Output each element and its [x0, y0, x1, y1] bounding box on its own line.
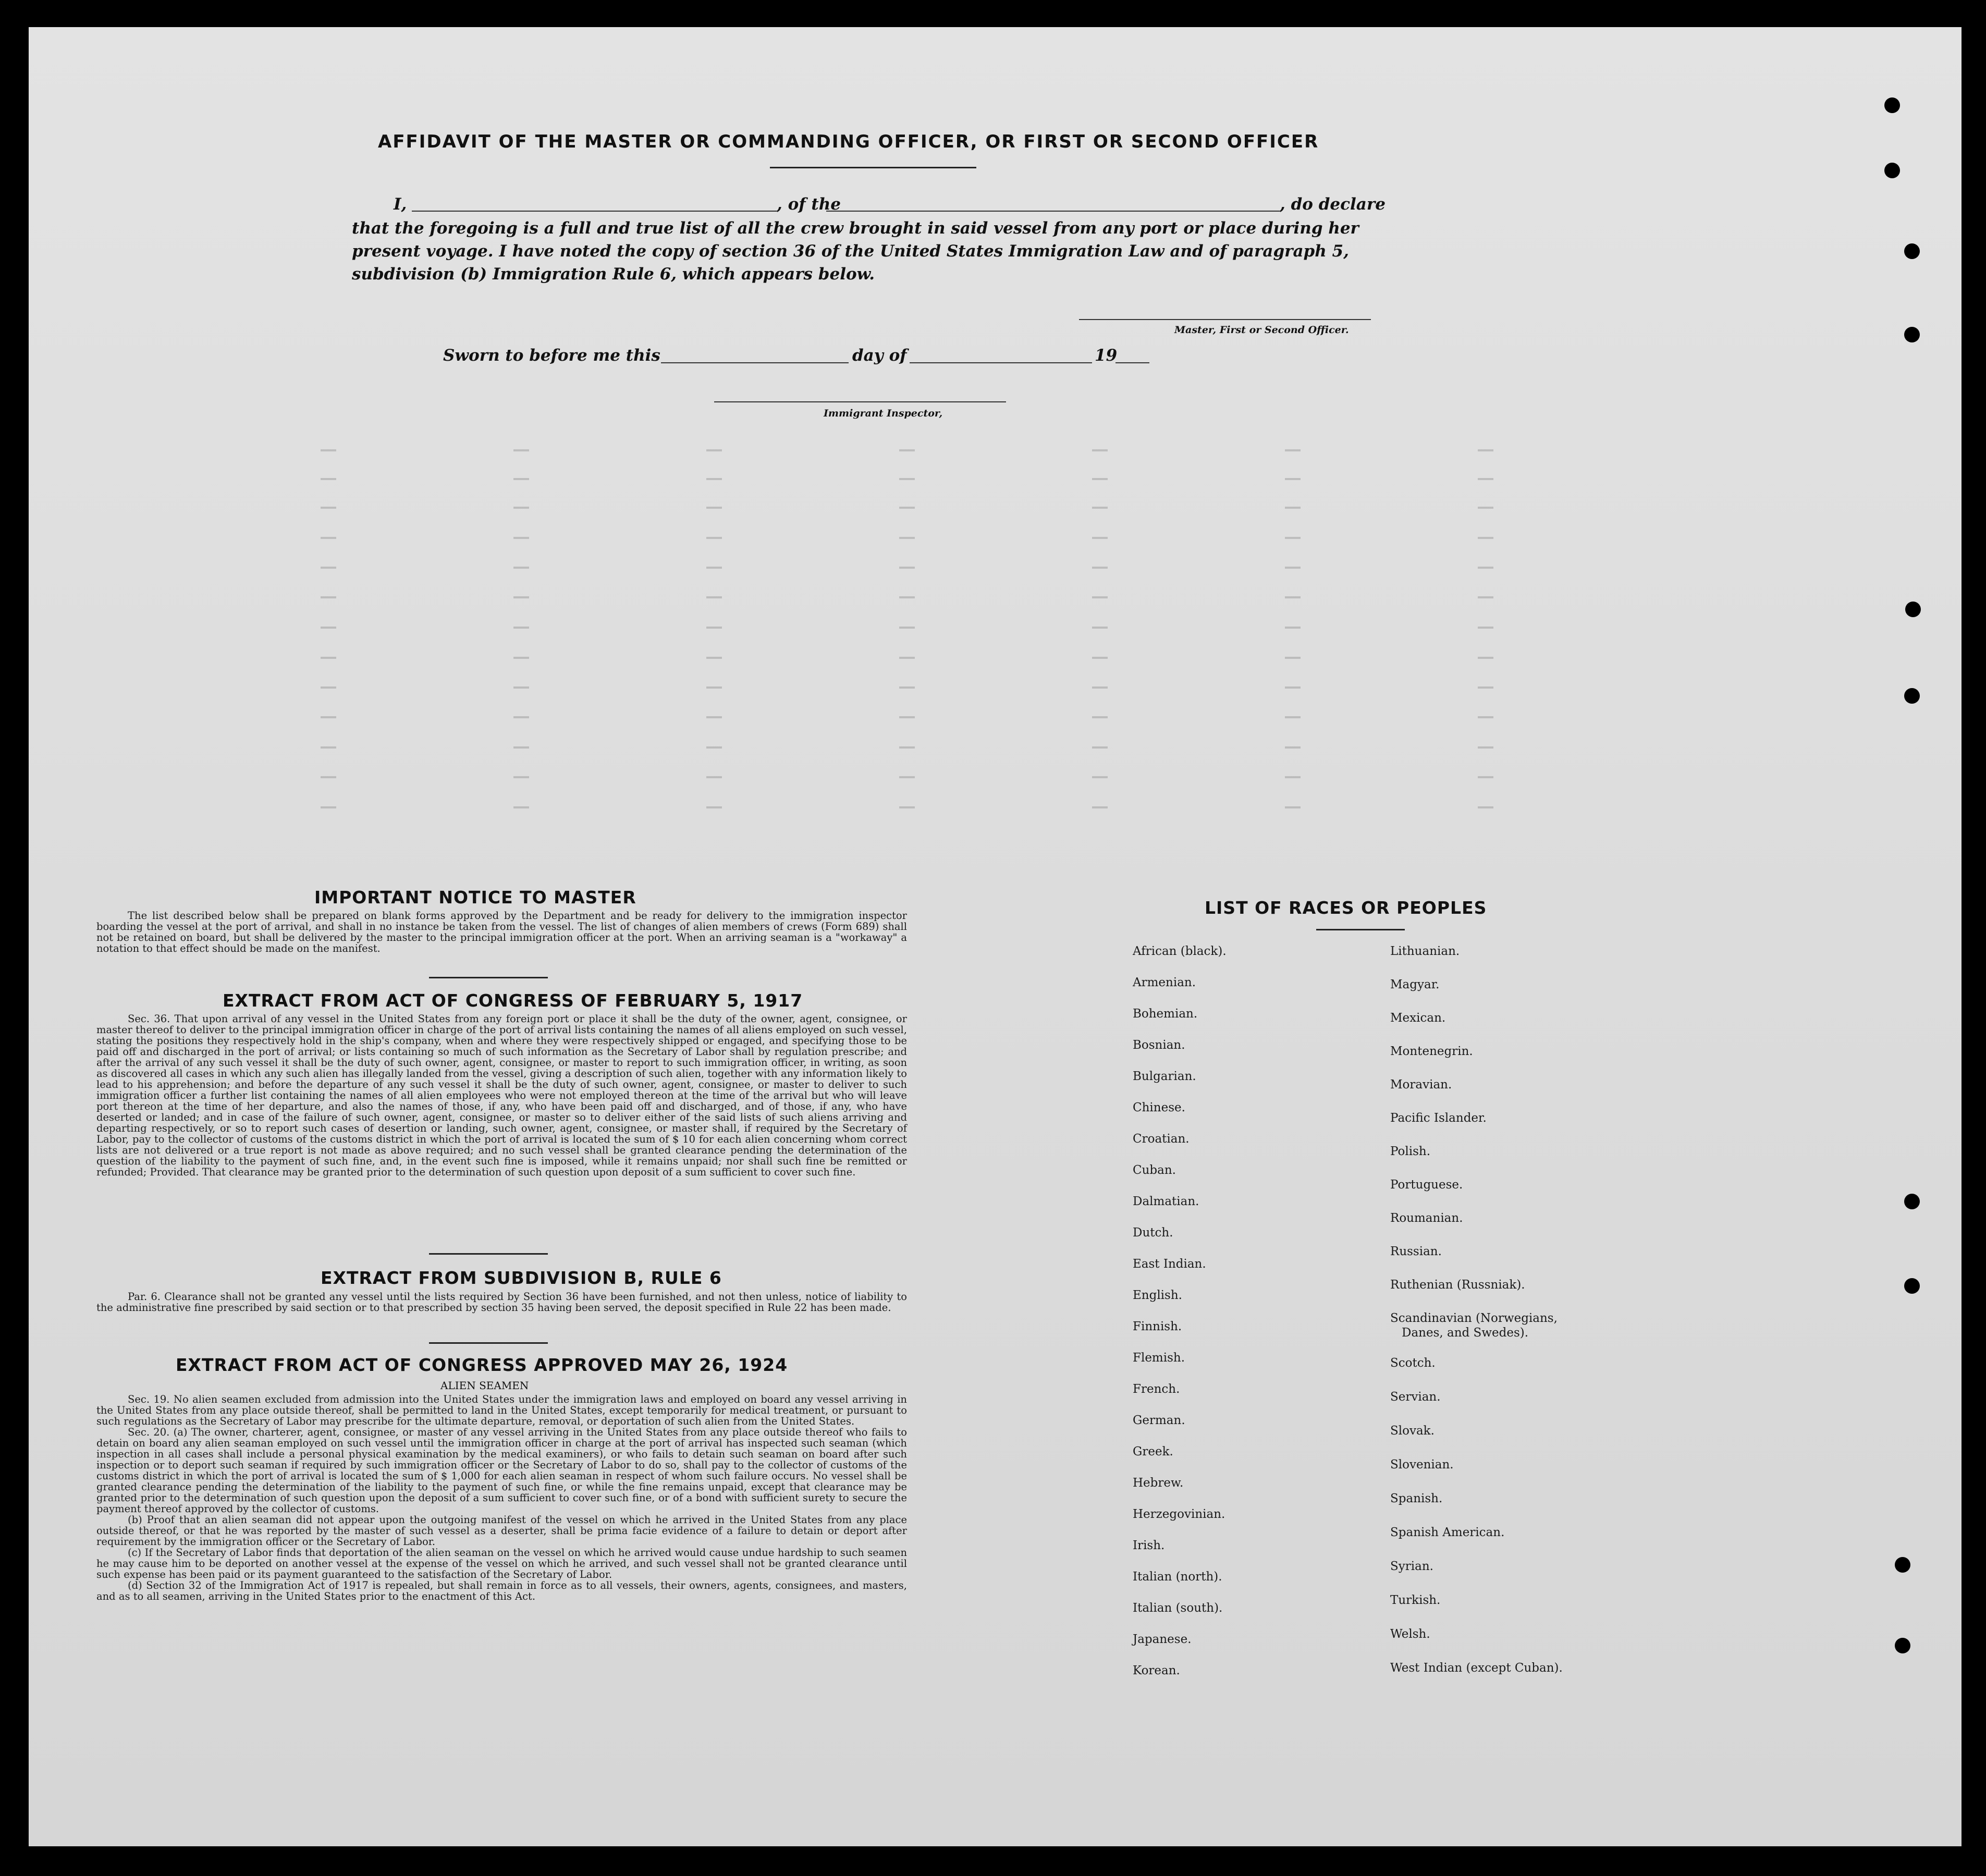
race-item: Russian. — [1390, 1245, 1442, 1258]
punch-hole — [1904, 1194, 1920, 1209]
extract-1924-body — [96, 1394, 907, 1602]
master-name-field[interactable] — [412, 211, 777, 212]
section-20d-paragraph: (d) Section 32 of the Immigration Act of 1917 is repealed, but shall remain in force as to all vessels, their owners, agents, consignees, and masters, and as to all seamen, arriving in the United States prior to the enactment of this Act. — [96, 1579, 907, 1602]
race-item: East Indian. — [1133, 1257, 1206, 1271]
race-item: Armenian. — [1133, 976, 1196, 989]
section-20c-paragraph: (c) If the Secretary of Labor finds that deportation of the alien seaman on the vessel on which he arrived would cause undue hardship to such seamen he may cause him to be deported on another vessel at the expense of the vessel on which he arrived, and such vessel shall not be granted clearance until such expense has been paid or its payment guaranteed to the satisfaction of the Secretary of Labor. — [96, 1547, 907, 1580]
extract-1917-body — [96, 1013, 907, 1178]
of-the-label: , of the — [777, 195, 841, 214]
race-item: Spanish. — [1390, 1492, 1443, 1505]
sworn-year-field[interactable] — [1115, 362, 1149, 363]
sworn-date-field[interactable] — [661, 362, 849, 363]
punch-hole — [1904, 1278, 1920, 1294]
master-signature-caption: Master, First or Second Officer. — [1174, 324, 1349, 336]
punch-hole — [1904, 327, 1920, 342]
inspector-signature-field[interactable] — [714, 401, 1006, 402]
race-item: Servian. — [1390, 1390, 1441, 1404]
sworn-month-field[interactable] — [910, 362, 1092, 363]
notice-rule — [429, 977, 548, 978]
section-19-paragraph: Sec. 19. No alien seamen excluded from admission into the United States under the immigration laws and employed on board any vessel arriving in the United States from any place outside thereof, shall be permitted to land in the United States, except temporarily for medical treatment, or pursuant to such regulations as the Secretary of Labor may prescribe for the ultimate departure, removal, or deportation of such alien from the United States. — [96, 1393, 907, 1427]
race-item: Moravian. — [1390, 1078, 1452, 1092]
punch-hole — [1884, 163, 1900, 178]
alien-seamen-subtitle: ALIEN SEAMEN — [440, 1379, 529, 1392]
affidavit-line-4: subdivision (b) Immigration Rule 6, which appears below. — [352, 265, 875, 284]
race-item: Welsh. — [1390, 1627, 1430, 1641]
race-item: Mexican. — [1390, 1011, 1446, 1025]
punch-hole — [1904, 243, 1920, 259]
race-item: English. — [1133, 1289, 1182, 1302]
do-declare-label: , do declare — [1280, 195, 1386, 214]
race-item: Greek. — [1133, 1445, 1173, 1458]
race-item: Cuban. — [1133, 1163, 1176, 1177]
races-title-rule — [1316, 929, 1405, 930]
extract-1917-title: EXTRACT FROM ACT OF CONGRESS OF FEBRUARY 5, 1917 — [223, 990, 803, 1011]
race-item: Portuguese. — [1390, 1178, 1463, 1192]
race-item: Italian (north). — [1133, 1570, 1222, 1584]
notice-title: IMPORTANT NOTICE TO MASTER — [314, 887, 636, 908]
rule6-rule — [429, 1342, 548, 1344]
day-of-label: day of — [852, 346, 907, 365]
race-item: West Indian (except Cuban). — [1390, 1661, 1563, 1675]
notice-body — [96, 910, 907, 954]
race-item: Dutch. — [1133, 1226, 1173, 1240]
race-item: Danes, and Swedes). — [1402, 1326, 1529, 1340]
punch-hole — [1895, 1638, 1910, 1653]
section-20b-paragraph: (b) Proof that an alien seaman did not appear upon the outgoing manifest of the vessel on which he arrived in the United States from any place outside thereof, or that he was reported by the master of such vessel as a deserter, shall be prima facie evidence of a failure to detain or deport after requirement by the immigration officer or the Secretary of Labor. — [96, 1514, 907, 1548]
race-item: Bulgarian. — [1133, 1070, 1196, 1083]
punch-hole — [1904, 688, 1920, 704]
declare-i-label: I, — [394, 195, 407, 214]
year-prefix: 19 — [1095, 346, 1118, 365]
race-item: Bohemian. — [1133, 1007, 1198, 1021]
race-item: Flemish. — [1133, 1351, 1185, 1365]
race-item: French. — [1133, 1382, 1180, 1396]
race-item: Scotch. — [1390, 1356, 1436, 1370]
race-item: Dalmatian. — [1133, 1195, 1199, 1208]
affidavit-line-2: that the foregoing is a full and true list of all the crew brought in said vessel from any port or place during her — [352, 219, 1359, 238]
race-item: Scandinavian (Norwegians, — [1390, 1311, 1558, 1325]
race-item: Magyar. — [1390, 978, 1440, 991]
race-item: Pacific Islander. — [1390, 1111, 1487, 1125]
race-item: Montenegrin. — [1390, 1045, 1473, 1058]
rule6-body — [96, 1291, 907, 1313]
notice-paragraph: The list described below shall be prepared on blank forms approved by the Department and be ready for delivery to the immigration inspector boarding the vessel at the port of arrival, and shall in no instance be taken from the vessel. The list of changes of alien members of crews (Form 689) shall not be retained on board, but shall be delivered by the master to the principal immigration officer at the port. When an arriving seaman is a "workaway" a notation to that effect should be made on the manifest. — [96, 910, 907, 954]
race-item: Slovenian. — [1390, 1458, 1454, 1472]
rule6-title: EXTRACT FROM SUBDIVISION B, RULE 6 — [321, 1268, 722, 1288]
race-item: Finnish. — [1133, 1320, 1182, 1333]
extract-1917-rule — [429, 1253, 548, 1255]
affidavit-line-3: present voyage. I have noted the copy of section 36 of the United States Immigration Law and of paragraph 5, — [352, 242, 1349, 261]
section-36-paragraph: Sec. 36. That upon arrival of any vessel in the United States from any foreign port or place it shall be the duty of the owner, agent, consignee, or master thereof to deliver to the principal immigration officer in charge of the port of arrival lists containing the names of all aliens employed on such vessel, stating the positions they respectively hold in the ship's company, when and where they were respectively shipped or engaged, and specifying those to be paid off and discharged in the port of arrival; or lists containing so much of such information as the Secretary of Labor shall by regulation prescribe; and after the arrival of any such vessel it shall be the duty of such owner, agent, consignee, or master to report to such immigration officer, in writing, as soon as discovered all cases in which any such alien has illegally landed from the vessel, giving a description of such alien, together with any information likely to lead to his apprehension; and before the departure of any such vessel it shall be the duty of such owner, agent, consignee, or master to deliver to such immigration officer a further list containing the names of all alien employees who were not employed thereon at the time of the arrival but who will leave port thereon at the time of her departure, and also the names of those, if any, who have been paid off and discharged, and of those, if any, who have deserted or landed; and in case of the failure of such owner, agent, consignee, or master so to deliver either of the said lists of such aliens arriving and departing respectively, or so to report such cases of desertion or landing, such owner, agent, consignee, or master shall, if required by the Secretary of Labor, pay to the collector of customs of the customs district in which the port of arrival is located the sum of $ 10 for each alien concerning whom correct lists are not delivered or a true report is not made as above required; and no such vessel shall be granted clearance pending the determination of the question of the liability to the payment of such fine, and, in the event such fine is imposed, while it remains unpaid; nor shall such fine be remitted or refunded; Provided. That clearance may be granted prior to the determination of such question upon deposit of a sum sufficient to cover such fine. — [96, 1013, 907, 1178]
race-item: Polish. — [1390, 1145, 1431, 1158]
punch-hole — [1905, 602, 1921, 617]
race-item: German. — [1133, 1414, 1185, 1427]
sworn-label: Sworn to before me this — [443, 346, 660, 365]
affidavit-title-rule — [770, 167, 976, 168]
race-item: Lithuanian. — [1390, 945, 1460, 958]
race-item: Japanese. — [1133, 1633, 1192, 1646]
race-item: Turkish. — [1390, 1593, 1441, 1607]
race-item: Croatian. — [1133, 1132, 1190, 1146]
race-item: Roumanian. — [1390, 1211, 1463, 1225]
rule6-paragraph: Par. 6. Clearance shall not be granted any vessel until the lists required by Section 36 have been furnished, and not then unless, notice of liability to the administrative fine prescribed by said section or to that prescribed by section 35 having been served, the deposit specified in Rule 22 has been made. — [96, 1291, 907, 1314]
race-item: Korean. — [1133, 1664, 1180, 1677]
race-item: African (black). — [1133, 945, 1227, 958]
master-signature-field[interactable] — [1079, 319, 1371, 320]
race-item: Spanish American. — [1390, 1526, 1505, 1539]
vessel-name-field[interactable] — [826, 211, 1280, 212]
race-item: Slovak. — [1390, 1424, 1435, 1438]
race-item: Syrian. — [1390, 1560, 1433, 1573]
race-item: Italian (south). — [1133, 1601, 1223, 1615]
race-item: Hebrew. — [1133, 1476, 1184, 1490]
punch-hole — [1884, 97, 1900, 113]
affidavit-title: AFFIDAVIT OF THE MASTER OR COMMANDING OFFICER, OR FIRST OR SECOND OFFICER — [378, 131, 1319, 152]
races-title: LIST OF RACES OR PEOPLES — [1205, 898, 1487, 918]
document-page — [29, 27, 1962, 1846]
section-20a-paragraph: Sec. 20. (a) The owner, charterer, agent, consignee, or master of any vessel arriving in the United States from any place outside thereof who fails to detain on board any alien seaman employed on such vessel until the immigration officer in charge at the port of arrival has inspected such seaman (which inspection in all cases shall include a personal physical examination by the medical examiners), or who fails to detain such seaman on board after such inspection or to deport such seaman if required by such immigration officer or the Secretary of Labor to do so, shall pay to the collector of customs of the customs district in which the port of arrival is located the sum of $ 1,000 for each alien seaman in respect of whom such failure occurs. No vessel shall be granted clearance pending the determination of the liability to the payment of such fine, or while the fine remains unpaid, except that clearance may be granted prior to the determination of such question upon the deposit of a sum sufficient to cover such fine, or of a bond with sufficient surety to secure the payment thereof approved by the collector of customs. — [96, 1426, 907, 1515]
extract-1924-title: EXTRACT FROM ACT OF CONGRESS APPROVED MAY 26, 1924 — [176, 1355, 788, 1375]
punch-hole — [1895, 1557, 1910, 1573]
inspector-caption: Immigrant Inspector, — [824, 408, 943, 419]
race-item: Irish. — [1133, 1539, 1165, 1552]
race-item: Chinese. — [1133, 1101, 1185, 1114]
race-item: Bosnian. — [1133, 1038, 1185, 1052]
race-item: Ruthenian (Russniak). — [1390, 1278, 1525, 1292]
race-item: Herzegovinian. — [1133, 1507, 1225, 1521]
